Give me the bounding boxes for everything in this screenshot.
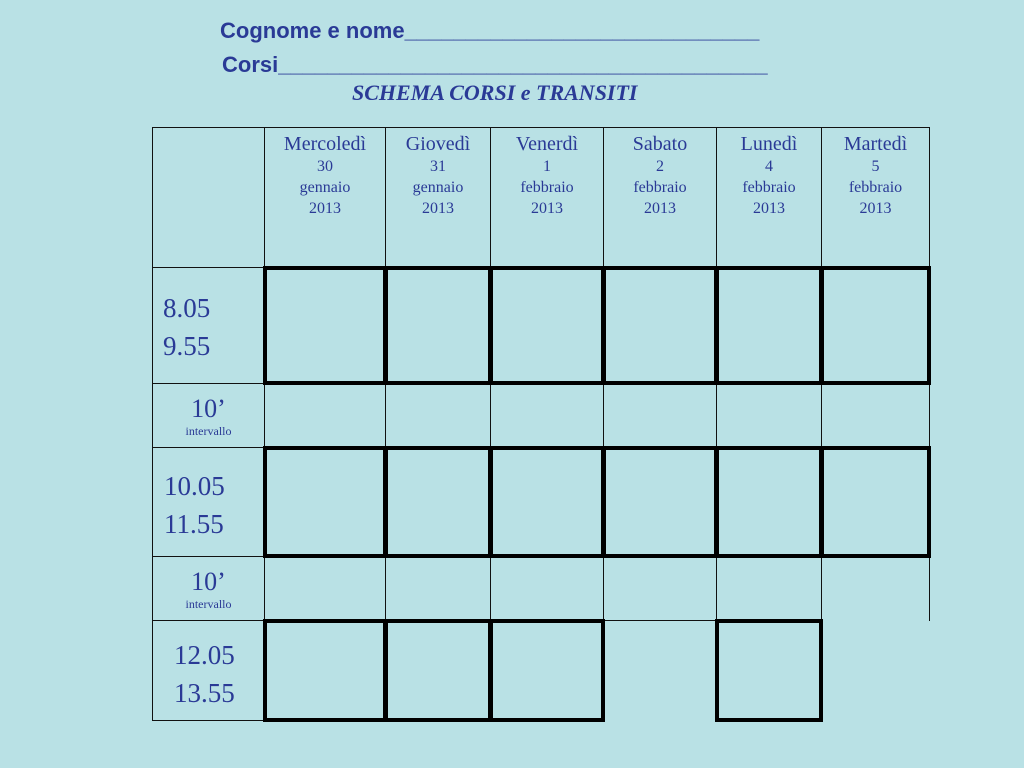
day-number: 1 (543, 158, 551, 175)
break-label (153, 567, 264, 611)
day-year: 2013 (422, 200, 454, 217)
day-year: 2013 (753, 200, 785, 217)
slot-cell[interactable] (602, 446, 718, 558)
time-slot (164, 467, 225, 543)
day-number: 2 (656, 158, 664, 175)
day-number: 30 (317, 158, 333, 175)
break-text: intervallo (185, 597, 232, 611)
slot-cell[interactable] (489, 446, 605, 558)
name-line: Cognome e nome_____________________________ (220, 18, 760, 43)
day-header (822, 134, 929, 217)
break-minutes: 10’ (191, 394, 226, 423)
day-year: 2013 (309, 200, 341, 217)
break-label (153, 394, 264, 438)
day-header (604, 134, 716, 217)
day-year: 2013 (644, 200, 676, 217)
slot-cell[interactable] (820, 446, 931, 558)
slot-start: 8.05 (163, 293, 211, 323)
time-slot (174, 636, 235, 712)
schedule-title: SCHEMA CORSI e TRANSITI (352, 80, 638, 105)
day-month: gennaio (299, 179, 351, 196)
slot-cell[interactable] (384, 619, 492, 722)
slot-end: 11.55 (164, 509, 224, 539)
slot-cell[interactable] (602, 266, 718, 385)
slot-cell[interactable] (820, 266, 931, 385)
slot-cell[interactable] (715, 446, 823, 558)
grid-line (152, 127, 930, 128)
slot-start: 10.05 (164, 471, 225, 501)
day-month: febbraio (520, 179, 574, 196)
day-number: 4 (765, 158, 773, 175)
day-number: 5 (871, 158, 880, 175)
course-line: Corsi________________________________________ (222, 52, 768, 77)
day-header (491, 134, 603, 217)
slot-cell[interactable] (715, 619, 823, 722)
day-header (717, 134, 821, 217)
slot-start: 12.05 (174, 640, 235, 670)
day-name: Venerdì (515, 133, 579, 155)
slot-cell[interactable] (489, 619, 605, 722)
day-name: Martedì (843, 133, 908, 155)
break-minutes: 10’ (191, 567, 226, 596)
grid-line (152, 720, 265, 721)
slot-end: 13.55 (174, 678, 235, 708)
day-header (265, 134, 385, 217)
time-slot (163, 289, 210, 365)
slot-cell[interactable] (263, 619, 387, 722)
break-text: intervallo (185, 424, 232, 438)
day-month: febbraio (848, 179, 903, 196)
slot-cell[interactable] (384, 446, 492, 558)
day-name: Giovedì (405, 133, 471, 155)
slot-end: 9.55 (163, 331, 211, 361)
day-number: 31 (430, 158, 446, 175)
day-month: febbraio (742, 179, 796, 196)
slot-cell[interactable] (715, 266, 823, 385)
day-name: Lunedì (740, 133, 798, 155)
day-name: Mercoledì (283, 133, 367, 155)
slot-cell[interactable] (263, 446, 387, 558)
day-name: Sabato (632, 133, 688, 155)
slot-cell[interactable] (263, 266, 387, 385)
day-month: gennaio (412, 179, 464, 196)
slot-cell[interactable] (384, 266, 492, 385)
day-month: febbraio (633, 179, 687, 196)
slot-cell[interactable] (489, 266, 605, 385)
day-year: 2013 (531, 200, 563, 217)
day-year: 2013 (859, 200, 892, 217)
day-header (386, 134, 490, 217)
